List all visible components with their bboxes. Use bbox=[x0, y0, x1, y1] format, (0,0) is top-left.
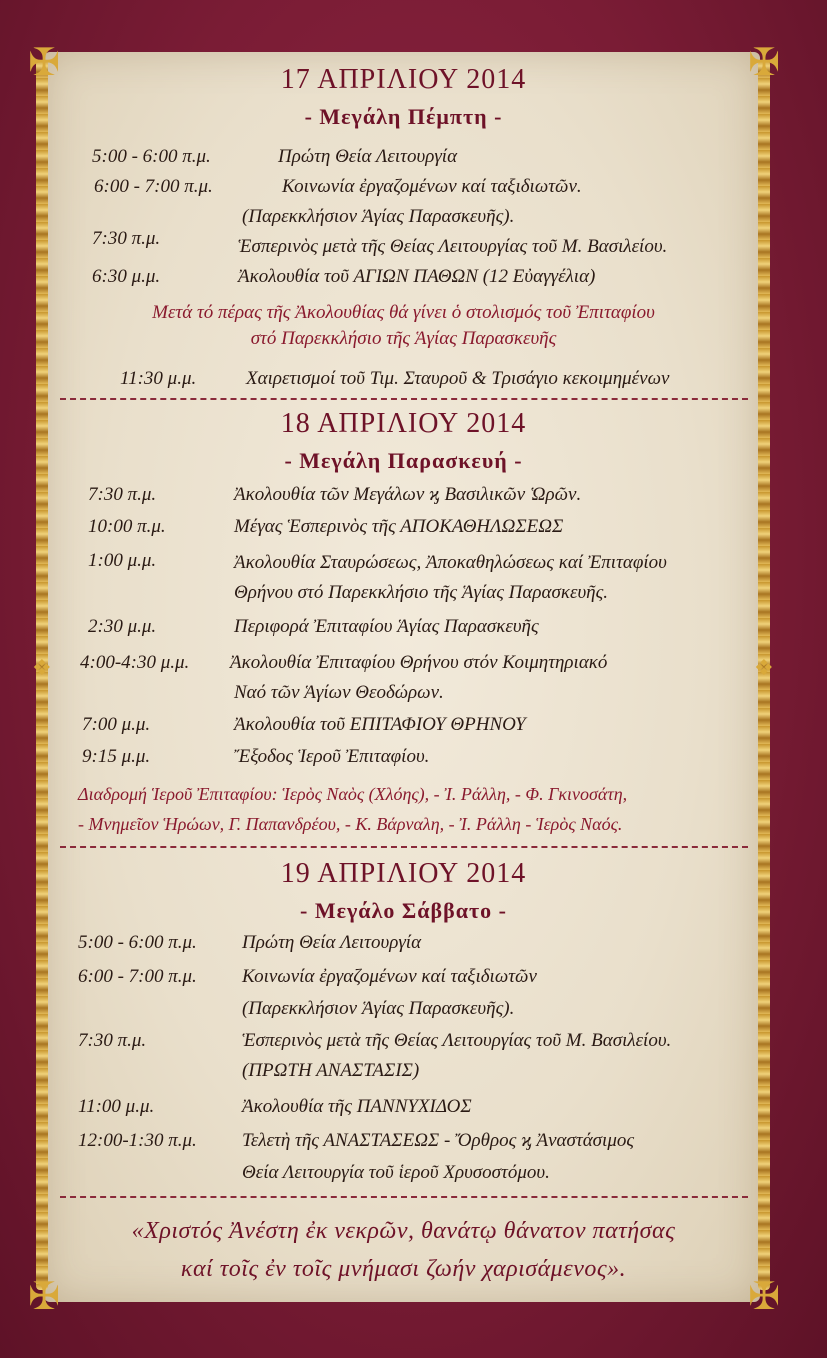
service: Χαιρετισμοί τοῦ Τιμ. Σταυροῦ & Τρισάγιο κεκοιμημένων bbox=[246, 368, 670, 389]
service: Κοινωνία ἐργαζομένων καί ταξιδιωτῶν. bbox=[282, 176, 582, 197]
cross-icon: ✠ bbox=[748, 1274, 780, 1318]
service: Πρώτη Θεία Λειτουργία bbox=[242, 932, 422, 953]
day-name: - Μεγάλη Πέμπτη - bbox=[304, 104, 503, 129]
service: Θρήνου στό Παρεκκλήσιο τῆς Ἁγίας Παρασκευῆς. bbox=[234, 582, 609, 603]
service: Ἀκολουθία Σταυρώσεως, Ἀποκαθηλώσεως καί Ἐπιταφίου bbox=[234, 552, 667, 573]
service: Ἑσπερινὸς μετὰ τῆς Θείας Λειτουργίας τοῦ Μ. Βασιλείου. bbox=[242, 1030, 672, 1051]
service: Μέγας Ἑσπερινὸς τῆς ΑΠΟΚΑΘΗΛΩΣΕΩΣ bbox=[234, 516, 564, 537]
time: 7:30 π.μ. bbox=[92, 228, 161, 249]
service: Ἀκολουθία Ἐπιταφίου Θρήνου στόν Κοιμητηριακό bbox=[230, 652, 608, 673]
service: Κοινωνία ἐργαζομένων καί ταξιδιωτῶν bbox=[242, 966, 537, 987]
ornament-icon: ❖ bbox=[32, 656, 52, 681]
time: 6:30 μ.μ. bbox=[92, 266, 161, 287]
time: 4:00-4:30 μ.μ. bbox=[80, 652, 190, 673]
time: 7:30 π.μ. bbox=[88, 484, 157, 505]
time: 5:00 - 6:00 π.μ. bbox=[78, 932, 197, 953]
cross-icon: ✠ bbox=[28, 40, 60, 84]
service: (Παρεκκλήσιον Ἁγίας Παρασκευῆς). bbox=[242, 206, 515, 227]
service: Ἑσπερινὸς μετὰ τῆς Θείας Λειτουργίας τοῦ Μ. Βασιλείου. bbox=[238, 236, 668, 257]
paschal-hymn: καί τοῖς ἐν τοῖς μνήμασι ζωήν χαρισάμενος». bbox=[180, 1256, 627, 1282]
service: Θεία Λειτουργία τοῦ ἱεροῦ Χρυσοστόμου. bbox=[242, 1162, 550, 1183]
time: 7:00 μ.μ. bbox=[82, 714, 151, 735]
day-name: - Μεγάλο Σάββατο - bbox=[300, 898, 507, 923]
time: 9:15 μ.μ. bbox=[82, 746, 151, 767]
time: 7:30 π.μ. bbox=[78, 1030, 147, 1051]
date-heading: 17 ΑΠΡΙΛΙΟΥ 2014 bbox=[280, 64, 527, 95]
time: 1:00 μ.μ. bbox=[88, 550, 157, 571]
date-heading: 19 ΑΠΡΙΛΙΟΥ 2014 bbox=[280, 858, 527, 889]
service: Ἀκολουθία τοῦ ΑΓΙΩΝ ΠΑΘΩΝ (12 Εὐαγγέλια) bbox=[238, 266, 596, 287]
day-name: - Μεγάλη Παρασκευή - bbox=[284, 448, 523, 473]
service: Ἀκολουθία τῆς ΠΑΝΝΥΧΙΔΟΣ bbox=[242, 1096, 472, 1117]
note: Μετά τό πέρας τῆς Ἀκολουθίας θά γίνει ὁ στολισμός τοῦ Ἐπιταφίου bbox=[152, 302, 655, 323]
ornament-icon: ❖ bbox=[754, 656, 774, 681]
paschal-hymn: «Χριστός Ἀνέστη ἐκ νεκρῶν, θανάτῳ θάνατον πατήσας bbox=[131, 1218, 676, 1244]
route-note: - Μνημεῖον Ἡρώων, Γ. Παπανδρέου, - Κ. Βάρναλη, - Ἰ. Ράλλη - Ἱερὸς Ναός. bbox=[78, 814, 623, 834]
time: 6:00 - 7:00 π.μ. bbox=[94, 176, 213, 197]
divider bbox=[60, 1196, 748, 1198]
service: (Παρεκκλήσιον Ἁγίας Παρασκευῆς). bbox=[242, 998, 515, 1019]
service: Πρώτη Θεία Λειτουργία bbox=[278, 146, 458, 167]
time: 12:00-1:30 π.μ. bbox=[78, 1130, 197, 1151]
service: Τελετὴ τῆς ΑΝΑΣΤΑΣΕΩΣ - Ὄρθρος ϗ Ἀναστάσιμος bbox=[242, 1130, 635, 1151]
service: Ἀκολουθία τῶν Μεγάλων ϗ Βασιλικῶν Ὡρῶν. bbox=[234, 484, 582, 505]
route-note: Διαδρομή Ἱεροῦ Ἐπιταφίου: Ἱερὸς Ναὸς (Χλόης), - Ἰ. Ράλλη, - Φ. Γκινοσάτη, bbox=[78, 784, 628, 804]
divider bbox=[60, 846, 748, 848]
cross-icon: ✠ bbox=[748, 40, 780, 84]
time: 10:00 π.μ. bbox=[88, 516, 166, 537]
time: 5:00 - 6:00 π.μ. bbox=[92, 146, 211, 167]
time: 11:30 μ.μ. bbox=[120, 368, 197, 389]
service: Περιφορά Ἐπιταφίου Ἁγίας Παρασκευῆς bbox=[234, 616, 539, 637]
note: στό Παρεκκλήσιο τῆς Ἁγίας Παρασκευῆς bbox=[250, 328, 557, 349]
service: Ναό τῶν Ἁγίων Θεοδώρων. bbox=[234, 682, 444, 703]
service: Ἔξοδος Ἱεροῦ Ἐπιταφίου. bbox=[234, 746, 430, 767]
time: 6:00 - 7:00 π.μ. bbox=[78, 966, 197, 987]
cross-icon: ✠ bbox=[28, 1274, 60, 1318]
divider bbox=[60, 398, 748, 400]
time: 2:30 μ.μ. bbox=[88, 616, 157, 637]
date-heading: 18 ΑΠΡΙΛΙΟΥ 2014 bbox=[280, 408, 527, 439]
service: Ἀκολουθία τοῦ ΕΠΙΤΑΦΙΟΥ ΘΡΗΝΟΥ bbox=[234, 714, 526, 735]
service: (ΠΡΩΤΗ ΑΝΑΣΤΑΣΙΣ) bbox=[242, 1060, 420, 1081]
time: 11:00 μ.μ. bbox=[78, 1096, 155, 1117]
